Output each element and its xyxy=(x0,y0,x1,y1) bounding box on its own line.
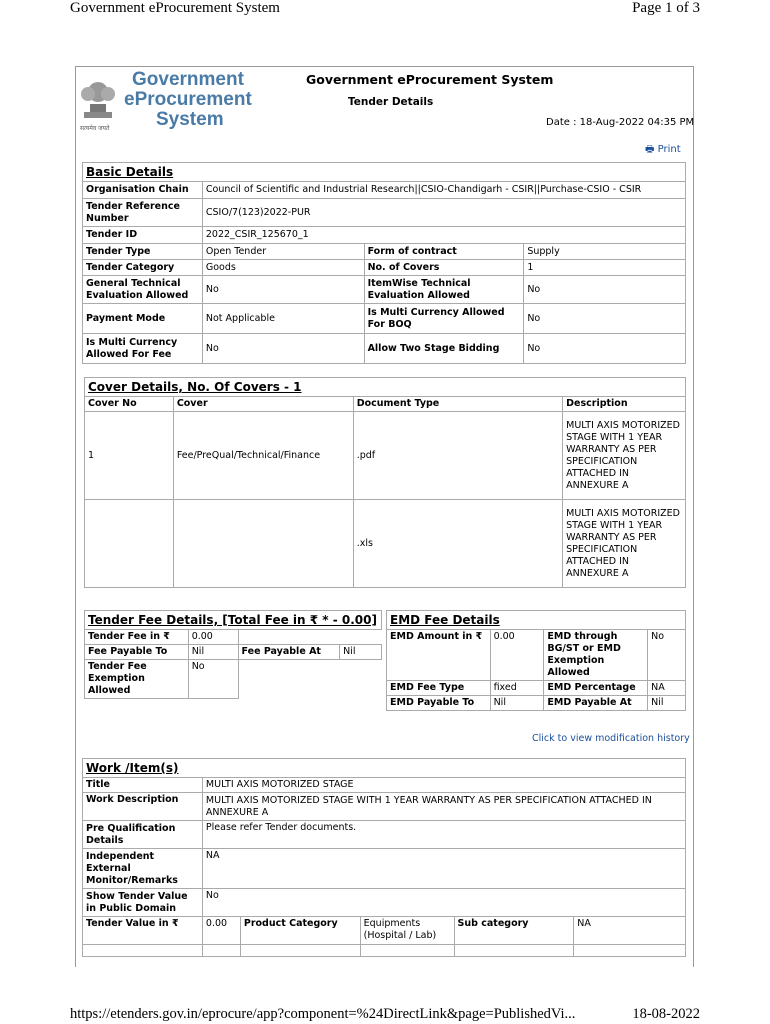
work-title-label: Title xyxy=(83,778,203,793)
ref-label: Tender Reference Number xyxy=(83,199,203,227)
emd-payable-at-value: Nil xyxy=(648,696,686,711)
ref-value: CSIO/7(123)2022-PUR xyxy=(202,199,685,227)
print-button[interactable] xyxy=(645,142,681,159)
col-header-description: Description xyxy=(563,397,686,412)
emd-bg-label: EMD through BG/ST or EMD Exemption Allowed xyxy=(544,630,648,681)
report-date: Date : 18-Aug-2022 04:35 PM xyxy=(546,117,695,128)
form-contract-label: Form of contract xyxy=(364,244,524,260)
prequal-value: Please refer Tender documents. xyxy=(202,821,685,849)
cover-cell xyxy=(173,500,353,588)
cover-details-table xyxy=(84,377,686,588)
multi-currency-boq-label: Is Multi Currency Allowed For BOQ xyxy=(364,304,524,334)
print-label: Print xyxy=(657,144,681,155)
modification-history-link[interactable]: Click to view modification history xyxy=(532,733,690,744)
fee-payable-to-label: Fee Payable To xyxy=(85,645,189,660)
cover-details-heading: Cover Details, No. Of Covers - 1 xyxy=(85,378,686,397)
tender-fee-heading: Tender Fee Details, [Total Fee in ₹ * - 0.00] xyxy=(85,611,382,630)
tender-value-label: Tender Value in ₹ xyxy=(83,917,203,945)
fee-payable-at-value: Nil xyxy=(340,645,382,660)
emd-amount-value: 0.00 xyxy=(490,630,544,681)
tender-type-label: Tender Type xyxy=(83,244,203,260)
emd-payable-to-label: EMD Payable To xyxy=(387,696,491,711)
tender-category-value: Goods xyxy=(202,260,364,276)
tender-category-label: Tender Category xyxy=(83,260,203,276)
emd-fee-type-label: EMD Fee Type xyxy=(387,681,491,696)
fee-exemption-label: Tender Fee Exemption Allowed xyxy=(85,660,189,699)
work-items-heading: Work /Item(s) xyxy=(83,759,686,778)
iem-label: Independent External Monitor/Remarks xyxy=(83,849,203,889)
doc-type-cell: .xls xyxy=(353,500,562,588)
work-desc-label: Work Description xyxy=(83,793,203,821)
gte-value: No xyxy=(202,276,364,304)
product-category-value: Equipments (Hospital / Lab) xyxy=(360,917,454,945)
emblem-icon xyxy=(76,70,120,132)
sub-category-value: NA xyxy=(574,917,686,945)
logo-line-1: Government xyxy=(132,69,244,90)
payment-mode-label: Payment Mode xyxy=(83,304,203,334)
num-covers-value: 1 xyxy=(524,260,686,276)
col-header-cover-no: Cover No xyxy=(85,397,174,412)
tender-type-value: Open Tender xyxy=(202,244,364,260)
page-title: Government eProcurement System xyxy=(306,72,554,87)
footer-date: 18-08-2022 xyxy=(632,1006,700,1022)
logo-line-3: System xyxy=(156,109,224,130)
basic-details-table xyxy=(82,162,686,364)
fee-payable-at-label: Fee Payable At xyxy=(238,645,340,660)
show-value-label: Show Tender Value in Public Domain xyxy=(83,889,203,917)
work-items-table xyxy=(82,758,686,957)
emd-fee-heading: EMD Fee Details xyxy=(387,611,686,630)
form-contract-value: Supply xyxy=(524,244,686,260)
emd-payable-at-label: EMD Payable At xyxy=(544,696,648,711)
basic-details-heading: Basic Details xyxy=(83,163,686,182)
tender-id-value: 2022_CSIR_125670_1 xyxy=(202,227,685,244)
tender-value-value: 0.00 xyxy=(202,917,240,945)
two-stage-value: No xyxy=(524,334,686,364)
gte-label: General Technical Evaluation Allowed xyxy=(83,276,203,304)
table-row xyxy=(85,412,686,500)
tender-fee-label: Tender Fee in ₹ xyxy=(85,630,189,645)
emd-fee-type-value: fixed xyxy=(490,681,544,696)
org-label: Organisation Chain xyxy=(83,182,203,199)
payment-mode-value: Not Applicable xyxy=(202,304,364,334)
num-covers-label: No. of Covers xyxy=(364,260,524,276)
emd-bg-value: No xyxy=(648,630,686,681)
description-cell: MULTI AXIS MOTORIZED STAGE WITH 1 YEAR WARRANTY AS PER SPECIFICATION ATTACHED IN ANNEXURE A xyxy=(563,412,686,500)
work-title-value: MULTI AXIS MOTORIZED STAGE xyxy=(202,778,685,793)
col-header-doc-type: Document Type xyxy=(353,397,562,412)
tender-fee-value: 0.00 xyxy=(188,630,238,645)
fee-payable-to-value: Nil xyxy=(188,645,238,660)
emd-fee-table xyxy=(386,610,686,711)
show-value-value: No xyxy=(202,889,685,917)
page-number: Page 1 of 3 xyxy=(632,0,700,16)
cover-no-cell xyxy=(85,500,174,588)
multi-currency-boq-value: No xyxy=(524,304,686,334)
iwte-label: ItemWise Technical Evaluation Allowed xyxy=(364,276,524,304)
logo-motto: सत्यमेव जयते xyxy=(80,125,110,132)
iem-value: NA xyxy=(202,849,685,889)
page-header-title: Government eProcurement System xyxy=(70,0,280,16)
iwte-value: No xyxy=(524,276,686,304)
two-stage-label: Allow Two Stage Bidding xyxy=(364,334,524,364)
fee-exemption-value: No xyxy=(188,660,238,699)
org-value: Council of Scientific and Industrial Research||CSIO-Chandigarh - CSIR||Purchase-CSIO - CSIR xyxy=(202,182,685,199)
cover-cell: Fee/PreQual/Technical/Finance xyxy=(173,412,353,500)
multi-currency-fee-label: Is Multi Currency Allowed For Fee xyxy=(83,334,203,364)
logo-line-2: eProcurement xyxy=(124,89,252,110)
sub-category-label: Sub category xyxy=(454,917,574,945)
footer-url: https://etenders.gov.in/eprocure/app?component=%24DirectLink&page=PublishedVi... xyxy=(70,1006,576,1022)
tender-id-label: Tender ID xyxy=(83,227,203,244)
gepnic-logo xyxy=(76,68,276,140)
emd-percentage-label: EMD Percentage xyxy=(544,681,648,696)
table-row xyxy=(85,500,686,588)
cover-no-cell: 1 xyxy=(85,412,174,500)
prequal-label: Pre Qualification Details xyxy=(83,821,203,849)
product-category-label: Product Category xyxy=(240,917,360,945)
description-cell: MULTI AXIS MOTORIZED STAGE WITH 1 YEAR WARRANTY AS PER SPECIFICATION ATTACHED IN ANNEXURE A xyxy=(563,500,686,588)
emd-amount-label: EMD Amount in ₹ xyxy=(387,630,491,681)
emd-percentage-value: NA xyxy=(648,681,686,696)
emd-payable-to-value: Nil xyxy=(490,696,544,711)
col-header-cover: Cover xyxy=(173,397,353,412)
doc-type-cell: .pdf xyxy=(353,412,562,500)
work-desc-value: MULTI AXIS MOTORIZED STAGE WITH 1 YEAR WARRANTY AS PER SPECIFICATION ATTACHED IN ANNEXURE A xyxy=(202,793,685,821)
printer-icon: 🖶 xyxy=(645,144,655,155)
multi-currency-fee-value: No xyxy=(202,334,364,364)
page-subtitle: Tender Details xyxy=(348,96,434,108)
tender-fee-table xyxy=(84,610,382,699)
